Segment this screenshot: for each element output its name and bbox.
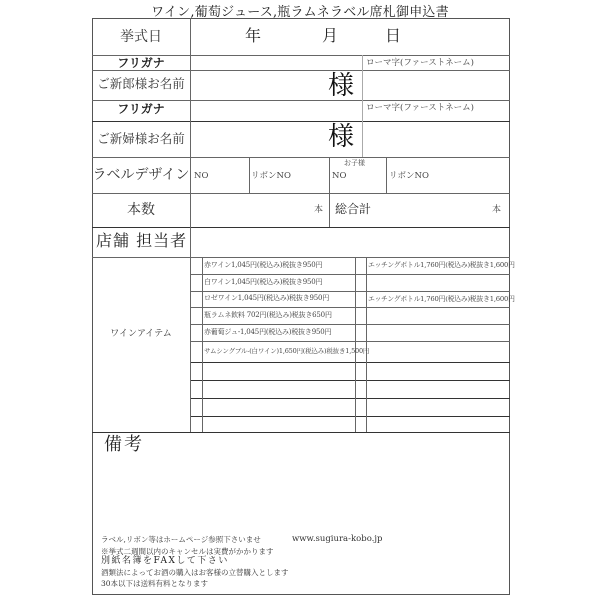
ribbon-no-1[interactable]: リボンNO <box>251 171 291 181</box>
item-checkbox-divider <box>202 257 203 432</box>
item-left-2: 白ワイン1,045円(税込み)税抜き950円 <box>204 278 323 286</box>
item-left-3: ロゼワイン1,045円(税込み)税抜き950円 <box>204 294 330 302</box>
item-row-divider <box>190 341 510 342</box>
bride-name-input[interactable] <box>191 122 326 157</box>
romaji-divider <box>362 100 363 121</box>
item-check-left[interactable] <box>191 308 202 324</box>
groom-name-input[interactable] <box>191 71 326 100</box>
item-left-5: 赤葡萄ジュ-1,045円(税込み)税抜き950円 <box>204 328 332 336</box>
year-field[interactable]: 年 <box>245 26 262 45</box>
groom-romaji-label: ローマ字(ファーストネーム) <box>366 58 474 68</box>
item-row-divider <box>190 380 510 381</box>
label-no-1[interactable]: NO <box>194 171 209 181</box>
groom-furigana-label: フリガナ <box>117 56 165 70</box>
shipping-note: 30本以下は送料有料となります <box>101 579 209 588</box>
item-left-6: サムシングブル-(白ワイン)1,650円(税込み)税抜き1,500円 <box>204 347 370 355</box>
row-divider <box>92 257 510 258</box>
label-no-2[interactable]: NO <box>332 171 347 181</box>
item-row-divider <box>190 307 510 308</box>
label-design-label: ラベルデザイン <box>92 167 190 183</box>
item-check-left[interactable] <box>191 342 202 362</box>
total-input[interactable] <box>375 194 485 227</box>
item-check-left[interactable] <box>191 292 202 307</box>
bride-romaji-label: ローマ字(ファーストネーム) <box>366 103 474 113</box>
item-row-divider <box>190 398 510 399</box>
label-design-divider <box>386 157 387 193</box>
liquor-law-note: 酒類法によってお酒の購入はお客様の立替購入とします <box>101 568 289 577</box>
child-label: お子様 <box>344 159 365 167</box>
month-field[interactable]: 月 <box>322 26 339 45</box>
groom-honorific: 様 <box>328 71 355 101</box>
romaji-divider <box>362 55 363 70</box>
day-field[interactable]: 日 <box>385 26 402 45</box>
item-row-divider <box>190 291 510 292</box>
quantity-unit: 本 <box>314 205 324 215</box>
label-design-divider <box>329 157 330 227</box>
total-label: 総合計 <box>335 202 372 216</box>
cancel-note: ※挙式二週間以内のキャンセルは実費がかかります <box>101 547 274 556</box>
ceremony-date-label: 挙式日 <box>120 29 162 45</box>
romaji-divider <box>362 121 363 157</box>
website-link[interactable]: www.sugiura-kobo.jp <box>292 534 383 544</box>
store-staff-input[interactable] <box>191 228 509 257</box>
item-row-divider <box>190 416 510 417</box>
reference-note: ラベル,リボン等はホームページ参照下さいませ <box>101 535 261 544</box>
remarks-label: 備考 <box>104 434 144 455</box>
item-right-1: エッチングボトル1,760円(税込み)税抜き1,600円 <box>368 261 515 269</box>
label-design-divider <box>249 157 250 193</box>
romaji-divider <box>362 70 363 100</box>
form-title: ワイン,葡萄ジュース,瓶ラムネラベル席札御申込書 <box>151 5 449 20</box>
item-check-right[interactable] <box>356 292 366 307</box>
fax-note: 別紙名簿をFAXして下さい <box>101 556 229 566</box>
wine-items-label: ワインアイテム <box>110 329 172 339</box>
remarks-input[interactable] <box>93 456 509 526</box>
item-right-3: エッチングボトル1,760円(税込み)税抜き1,600円 <box>368 295 515 303</box>
item-check-left[interactable] <box>191 325 202 341</box>
quantity-input[interactable] <box>191 194 329 227</box>
store-staff-label: 店舗 担当者 <box>96 231 188 250</box>
item-check-left[interactable] <box>191 275 202 291</box>
bride-honorific: 様 <box>328 122 355 152</box>
item-column-divider <box>355 257 356 432</box>
item-left-4: 瓶ラムネ飲料 702円(税込み)税抜き650円 <box>204 311 332 319</box>
quantity-label: 本数 <box>127 202 155 218</box>
groom-name-label: ご新郎様お名前 <box>97 76 185 91</box>
item-row-divider <box>190 274 510 275</box>
item-checkbox-divider <box>366 257 367 432</box>
item-check-left[interactable] <box>191 258 202 274</box>
bride-furigana-input[interactable] <box>191 101 362 121</box>
item-check-right[interactable] <box>356 258 366 274</box>
groom-furigana-input[interactable] <box>191 56 362 70</box>
item-left-1: 赤ワイン1,045円(税込み)税抜き950円 <box>204 261 323 269</box>
bride-furigana-label: フリガナ <box>117 102 165 116</box>
item-row-divider <box>190 362 510 363</box>
row-divider <box>92 432 510 433</box>
row-divider <box>92 157 510 158</box>
item-row-divider <box>190 324 510 325</box>
ribbon-no-2[interactable]: リボンNO <box>389 171 429 181</box>
total-unit: 本 <box>492 205 502 215</box>
bride-name-label: ご新婦様お名前 <box>97 131 185 146</box>
